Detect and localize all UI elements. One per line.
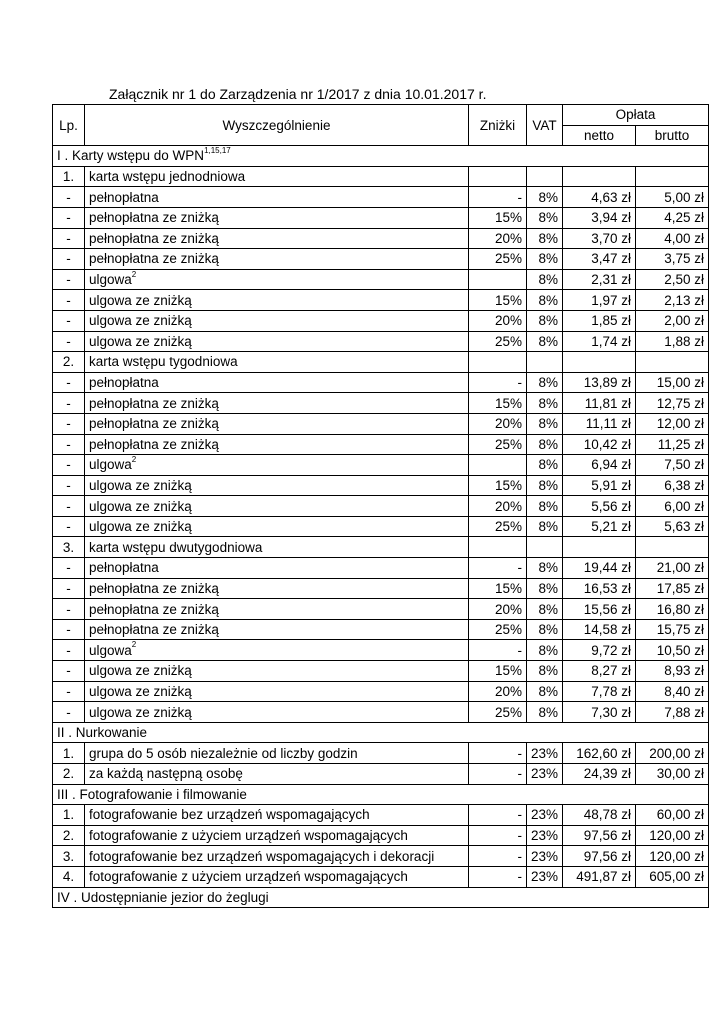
row-lp: - bbox=[53, 619, 85, 640]
row-text: pełnopłatna ze zniżką bbox=[89, 622, 219, 638]
row-net: 7,78 zł bbox=[563, 681, 636, 702]
row-text: ulgowa ze zniżką bbox=[89, 519, 192, 535]
row-vat: 8% bbox=[527, 331, 563, 352]
row-text: ulgowa ze zniżką bbox=[89, 313, 192, 329]
row-vat: 8% bbox=[527, 599, 563, 620]
row-lp: - bbox=[53, 599, 85, 620]
table-row bbox=[53, 455, 709, 476]
row-discount: 20% bbox=[469, 228, 527, 249]
row-lp: - bbox=[53, 393, 85, 414]
row-text: fotografowanie bez urządzeń wspomagających i dekoracji bbox=[89, 848, 435, 864]
row-lp: 3. bbox=[53, 846, 85, 867]
header-discount: Zniżki bbox=[469, 105, 527, 146]
row-net: 24,39 zł bbox=[563, 764, 636, 785]
row-description bbox=[85, 187, 469, 208]
row-net: 3,94 zł bbox=[563, 207, 636, 228]
table-row bbox=[53, 516, 709, 537]
row-text: za każdą następną osobę bbox=[89, 766, 243, 782]
row-lp: - bbox=[53, 187, 85, 208]
row-discount: 15% bbox=[469, 475, 527, 496]
row-lp: - bbox=[53, 661, 85, 682]
row-vat bbox=[527, 166, 563, 187]
row-vat: 23% bbox=[527, 825, 563, 846]
row-gross bbox=[636, 352, 709, 373]
row-gross: 12,00 zł bbox=[636, 413, 709, 434]
row-text: pełnopłatna bbox=[89, 560, 159, 576]
row-discount: - bbox=[469, 805, 527, 826]
table-row bbox=[53, 578, 709, 599]
row-lp: - bbox=[53, 228, 85, 249]
row-vat: 8% bbox=[527, 578, 563, 599]
row-discount: - bbox=[469, 846, 527, 867]
row-net: 6,94 zł bbox=[563, 455, 636, 476]
row-text: karta wstępu tygodniowa bbox=[89, 354, 238, 370]
group-row bbox=[53, 352, 709, 373]
row-lp: - bbox=[53, 578, 85, 599]
row-text: ulgowa ze zniżką bbox=[89, 663, 192, 679]
section-row bbox=[53, 146, 709, 167]
row-description bbox=[85, 516, 469, 537]
row-text: fotografowanie z użyciem urządzeń wspomagających bbox=[89, 828, 408, 844]
row-text: pełnopłatna bbox=[89, 375, 159, 391]
table-row bbox=[53, 413, 709, 434]
row-net: 16,53 zł bbox=[563, 578, 636, 599]
row-lp: - bbox=[53, 331, 85, 352]
table-row bbox=[53, 310, 709, 331]
row-text: ulgowa ze zniżką bbox=[89, 683, 192, 699]
row-discount: - bbox=[469, 825, 527, 846]
row-text: ulgowa ze zniżką bbox=[89, 333, 192, 349]
table-row bbox=[53, 846, 709, 867]
row-discount: 15% bbox=[469, 578, 527, 599]
row-text: grupa do 5 osób niezależnie od liczby godzin bbox=[89, 745, 358, 761]
group-row bbox=[53, 166, 709, 187]
row-discount: - bbox=[469, 372, 527, 393]
row-text: ulgowa ze zniżką bbox=[89, 292, 192, 308]
row-discount: 25% bbox=[469, 249, 527, 270]
table-row bbox=[53, 702, 709, 723]
row-description bbox=[85, 249, 469, 270]
row-gross: 605,00 zł bbox=[636, 866, 709, 887]
table-row bbox=[53, 207, 709, 228]
row-net: 10,42 zł bbox=[563, 434, 636, 455]
row-text: I . Karty wstępu do WPN bbox=[57, 148, 205, 164]
row-description bbox=[85, 413, 469, 434]
section-title bbox=[53, 784, 709, 805]
row-net: 8,27 zł bbox=[563, 661, 636, 682]
row-gross: 6,38 zł bbox=[636, 475, 709, 496]
table-row bbox=[53, 290, 709, 311]
table-row bbox=[53, 558, 709, 579]
table-row bbox=[53, 434, 709, 455]
table-row bbox=[53, 249, 709, 270]
row-gross: 12,75 zł bbox=[636, 393, 709, 414]
row-text: ulgowa ze zniżką bbox=[89, 704, 192, 720]
row-text: ulgowa bbox=[89, 642, 132, 658]
row-vat: 8% bbox=[527, 413, 563, 434]
row-description bbox=[85, 455, 469, 476]
row-discount: - bbox=[469, 640, 527, 661]
row-text: IV . Udostępnianie jezior do żeglugi bbox=[57, 889, 269, 905]
row-vat: 8% bbox=[527, 455, 563, 476]
row-net: 4,63 zł bbox=[563, 187, 636, 208]
header-net: netto bbox=[563, 125, 636, 146]
footnote-ref: 2 bbox=[131, 454, 137, 464]
row-gross: 2,00 zł bbox=[636, 310, 709, 331]
row-vat: 8% bbox=[527, 516, 563, 537]
row-lp: - bbox=[53, 558, 85, 579]
row-discount bbox=[469, 537, 527, 558]
footnote-ref: 1,15,17 bbox=[204, 145, 231, 155]
row-description bbox=[85, 372, 469, 393]
row-description bbox=[85, 207, 469, 228]
row-lp: - bbox=[53, 310, 85, 331]
row-description bbox=[85, 228, 469, 249]
row-vat: 8% bbox=[527, 619, 563, 640]
row-description bbox=[85, 269, 469, 290]
row-net: 162,60 zł bbox=[563, 743, 636, 764]
table-row bbox=[53, 805, 709, 826]
row-vat: 8% bbox=[527, 640, 563, 661]
row-vat: 8% bbox=[527, 393, 563, 414]
row-lp: - bbox=[53, 269, 85, 290]
row-description bbox=[85, 619, 469, 640]
row-lp: 3. bbox=[53, 537, 85, 558]
row-description bbox=[85, 599, 469, 620]
row-lp: - bbox=[53, 516, 85, 537]
row-text: pełnopłatna ze zniżką bbox=[89, 416, 219, 432]
row-discount: 25% bbox=[469, 434, 527, 455]
row-text: pełnopłatna ze zniżką bbox=[89, 395, 219, 411]
header-description: Wyszczególnienie bbox=[85, 105, 469, 146]
row-discount: - bbox=[469, 743, 527, 764]
row-text: pełnopłatna ze zniżką bbox=[89, 251, 219, 267]
table-row bbox=[53, 825, 709, 846]
footnote-ref: 2 bbox=[131, 640, 137, 650]
row-vat: 8% bbox=[527, 269, 563, 290]
row-text: ulgowa bbox=[89, 457, 132, 473]
row-net bbox=[563, 352, 636, 373]
section-title bbox=[53, 146, 709, 167]
row-lp: - bbox=[53, 475, 85, 496]
row-net: 15,56 zł bbox=[563, 599, 636, 620]
row-text: pełnopłatna ze zniżką bbox=[89, 436, 219, 452]
row-gross: 4,25 zł bbox=[636, 207, 709, 228]
row-net: 7,30 zł bbox=[563, 702, 636, 723]
table-row bbox=[53, 764, 709, 785]
row-lp: 1. bbox=[53, 743, 85, 764]
row-lp: - bbox=[53, 372, 85, 393]
row-lp: 1. bbox=[53, 166, 85, 187]
section-title bbox=[53, 887, 709, 908]
row-description bbox=[85, 866, 469, 887]
row-net: 1,74 zł bbox=[563, 331, 636, 352]
table-row bbox=[53, 475, 709, 496]
row-description bbox=[85, 661, 469, 682]
row-discount: - bbox=[469, 558, 527, 579]
row-gross: 60,00 zł bbox=[636, 805, 709, 826]
row-lp: - bbox=[53, 290, 85, 311]
row-vat: 8% bbox=[527, 249, 563, 270]
table-row bbox=[53, 228, 709, 249]
row-lp: 1. bbox=[53, 805, 85, 826]
table-row bbox=[53, 681, 709, 702]
row-vat: 8% bbox=[527, 290, 563, 311]
row-gross: 21,00 zł bbox=[636, 558, 709, 579]
row-vat: 8% bbox=[527, 661, 563, 682]
row-description bbox=[85, 352, 469, 373]
row-discount: 20% bbox=[469, 599, 527, 620]
row-text: pełnopłatna ze zniżką bbox=[89, 580, 219, 596]
row-gross: 7,50 zł bbox=[636, 455, 709, 476]
row-gross: 4,00 zł bbox=[636, 228, 709, 249]
row-text: III . Fotografowanie i filmowanie bbox=[57, 786, 247, 802]
row-gross bbox=[636, 537, 709, 558]
row-gross: 5,63 zł bbox=[636, 516, 709, 537]
row-text: pełnopłatna ze zniżką bbox=[89, 230, 219, 246]
row-gross: 8,93 zł bbox=[636, 661, 709, 682]
row-vat: 23% bbox=[527, 866, 563, 887]
row-lp: 4. bbox=[53, 866, 85, 887]
row-discount bbox=[469, 455, 527, 476]
row-description bbox=[85, 640, 469, 661]
header-gross: brutto bbox=[636, 125, 709, 146]
row-net bbox=[563, 537, 636, 558]
row-discount: 25% bbox=[469, 619, 527, 640]
row-text: pełnopłatna ze zniżką bbox=[89, 601, 219, 617]
row-net: 97,56 zł bbox=[563, 825, 636, 846]
table-row bbox=[53, 393, 709, 414]
row-description bbox=[85, 434, 469, 455]
row-net: 19,44 zł bbox=[563, 558, 636, 579]
row-net: 14,58 zł bbox=[563, 619, 636, 640]
row-net: 1,97 zł bbox=[563, 290, 636, 311]
document-caption: Załącznik nr 1 do Zarządzenia nr 1/2017 z dnia 10.01.2017 r. bbox=[109, 86, 487, 102]
row-lp: - bbox=[53, 434, 85, 455]
row-text: II . Nurkowanie bbox=[57, 725, 148, 741]
row-net: 3,47 zł bbox=[563, 249, 636, 270]
row-net: 5,21 zł bbox=[563, 516, 636, 537]
row-text: fotografowanie z użyciem urządzeń wspomagających bbox=[89, 869, 408, 885]
table-row bbox=[53, 743, 709, 764]
group-row bbox=[53, 537, 709, 558]
row-text: ulgowa bbox=[89, 272, 132, 288]
row-discount bbox=[469, 352, 527, 373]
row-gross: 120,00 zł bbox=[636, 846, 709, 867]
table-row bbox=[53, 269, 709, 290]
row-net: 1,85 zł bbox=[563, 310, 636, 331]
row-gross: 3,75 zł bbox=[636, 249, 709, 270]
row-gross: 120,00 zł bbox=[636, 825, 709, 846]
section-row bbox=[53, 887, 709, 908]
row-description bbox=[85, 310, 469, 331]
row-description bbox=[85, 681, 469, 702]
row-description bbox=[85, 166, 469, 187]
row-gross: 7,88 zł bbox=[636, 702, 709, 723]
row-vat: 23% bbox=[527, 805, 563, 826]
table-row bbox=[53, 187, 709, 208]
row-net: 97,56 zł bbox=[563, 846, 636, 867]
table-row bbox=[53, 640, 709, 661]
row-discount: 15% bbox=[469, 290, 527, 311]
row-text: karta wstępu dwutygodniowa bbox=[89, 539, 263, 555]
row-vat: 8% bbox=[527, 207, 563, 228]
row-gross: 30,00 zł bbox=[636, 764, 709, 785]
row-vat: 8% bbox=[527, 702, 563, 723]
row-vat: 8% bbox=[527, 228, 563, 249]
row-discount bbox=[469, 166, 527, 187]
row-vat: 8% bbox=[527, 475, 563, 496]
row-discount: - bbox=[469, 187, 527, 208]
row-lp: - bbox=[53, 249, 85, 270]
table-row bbox=[53, 496, 709, 517]
table-row bbox=[53, 599, 709, 620]
header-fee: Opłata bbox=[563, 105, 709, 126]
row-vat: 8% bbox=[527, 496, 563, 517]
row-vat: 8% bbox=[527, 434, 563, 455]
row-discount: 15% bbox=[469, 661, 527, 682]
row-description bbox=[85, 743, 469, 764]
row-lp: - bbox=[53, 702, 85, 723]
row-net: 11,81 zł bbox=[563, 393, 636, 414]
row-lp: - bbox=[53, 640, 85, 661]
row-net bbox=[563, 166, 636, 187]
row-discount: 20% bbox=[469, 681, 527, 702]
row-vat: 23% bbox=[527, 764, 563, 785]
row-description bbox=[85, 558, 469, 579]
row-net: 3,70 zł bbox=[563, 228, 636, 249]
row-vat bbox=[527, 352, 563, 373]
row-vat: 8% bbox=[527, 681, 563, 702]
row-description bbox=[85, 702, 469, 723]
row-discount: 25% bbox=[469, 516, 527, 537]
table-row bbox=[53, 372, 709, 393]
row-lp: - bbox=[53, 207, 85, 228]
row-text: ulgowa ze zniżką bbox=[89, 498, 192, 514]
row-vat: 8% bbox=[527, 187, 563, 208]
row-description bbox=[85, 846, 469, 867]
row-gross: 2,13 zł bbox=[636, 290, 709, 311]
table-row bbox=[53, 619, 709, 640]
row-description bbox=[85, 331, 469, 352]
row-vat: 8% bbox=[527, 372, 563, 393]
table-row bbox=[53, 331, 709, 352]
row-gross: 10,50 zł bbox=[636, 640, 709, 661]
row-vat: 23% bbox=[527, 846, 563, 867]
row-description bbox=[85, 496, 469, 517]
section-row bbox=[53, 784, 709, 805]
row-text: pełnopłatna ze zniżką bbox=[89, 210, 219, 226]
row-lp: - bbox=[53, 455, 85, 476]
row-discount: 25% bbox=[469, 702, 527, 723]
row-net: 48,78 zł bbox=[563, 805, 636, 826]
header-row bbox=[53, 105, 709, 126]
row-net: 11,11 zł bbox=[563, 413, 636, 434]
row-vat: 23% bbox=[527, 743, 563, 764]
row-gross: 5,00 zł bbox=[636, 187, 709, 208]
section-row bbox=[53, 722, 709, 743]
row-net: 5,56 zł bbox=[563, 496, 636, 517]
row-gross bbox=[636, 166, 709, 187]
row-discount: 15% bbox=[469, 207, 527, 228]
row-discount: 20% bbox=[469, 310, 527, 331]
row-gross: 2,50 zł bbox=[636, 269, 709, 290]
row-discount: 15% bbox=[469, 393, 527, 414]
row-description bbox=[85, 825, 469, 846]
row-discount: - bbox=[469, 764, 527, 785]
row-text: pełnopłatna bbox=[89, 189, 159, 205]
row-vat: 8% bbox=[527, 558, 563, 579]
row-lp: 2. bbox=[53, 825, 85, 846]
row-gross: 8,40 zł bbox=[636, 681, 709, 702]
footnote-ref: 2 bbox=[131, 269, 137, 279]
row-net: 5,91 zł bbox=[563, 475, 636, 496]
row-gross: 200,00 zł bbox=[636, 743, 709, 764]
row-gross: 17,85 zł bbox=[636, 578, 709, 599]
row-net: 9,72 zł bbox=[563, 640, 636, 661]
row-description bbox=[85, 290, 469, 311]
row-description bbox=[85, 475, 469, 496]
row-net: 2,31 zł bbox=[563, 269, 636, 290]
row-description bbox=[85, 393, 469, 414]
section-title bbox=[53, 722, 709, 743]
row-description bbox=[85, 764, 469, 785]
row-vat: 8% bbox=[527, 310, 563, 331]
row-discount: 20% bbox=[469, 496, 527, 517]
row-lp: 2. bbox=[53, 352, 85, 373]
header-vat: VAT bbox=[527, 105, 563, 146]
row-lp: - bbox=[53, 496, 85, 517]
row-discount bbox=[469, 269, 527, 290]
header-lp: Lp. bbox=[53, 105, 85, 146]
row-lp: 2. bbox=[53, 764, 85, 785]
row-gross: 16,80 zł bbox=[636, 599, 709, 620]
row-gross: 15,00 zł bbox=[636, 372, 709, 393]
table-row bbox=[53, 661, 709, 682]
row-description bbox=[85, 578, 469, 599]
row-lp: - bbox=[53, 681, 85, 702]
row-gross: 15,75 zł bbox=[636, 619, 709, 640]
table-row bbox=[53, 866, 709, 887]
row-text: karta wstępu jednodniowa bbox=[89, 169, 246, 185]
row-lp: - bbox=[53, 413, 85, 434]
row-net: 13,89 zł bbox=[563, 372, 636, 393]
row-discount: - bbox=[469, 866, 527, 887]
row-text: ulgowa ze zniżką bbox=[89, 477, 192, 493]
row-text: fotografowanie bez urządzeń wspomagających bbox=[89, 807, 370, 823]
row-gross: 6,00 zł bbox=[636, 496, 709, 517]
row-vat bbox=[527, 537, 563, 558]
row-description bbox=[85, 537, 469, 558]
row-gross: 11,25 zł bbox=[636, 434, 709, 455]
row-discount: 25% bbox=[469, 331, 527, 352]
row-gross: 1,88 zł bbox=[636, 331, 709, 352]
row-discount: 20% bbox=[469, 413, 527, 434]
fee-table bbox=[52, 104, 709, 908]
row-net: 491,87 zł bbox=[563, 866, 636, 887]
row-description bbox=[85, 805, 469, 826]
